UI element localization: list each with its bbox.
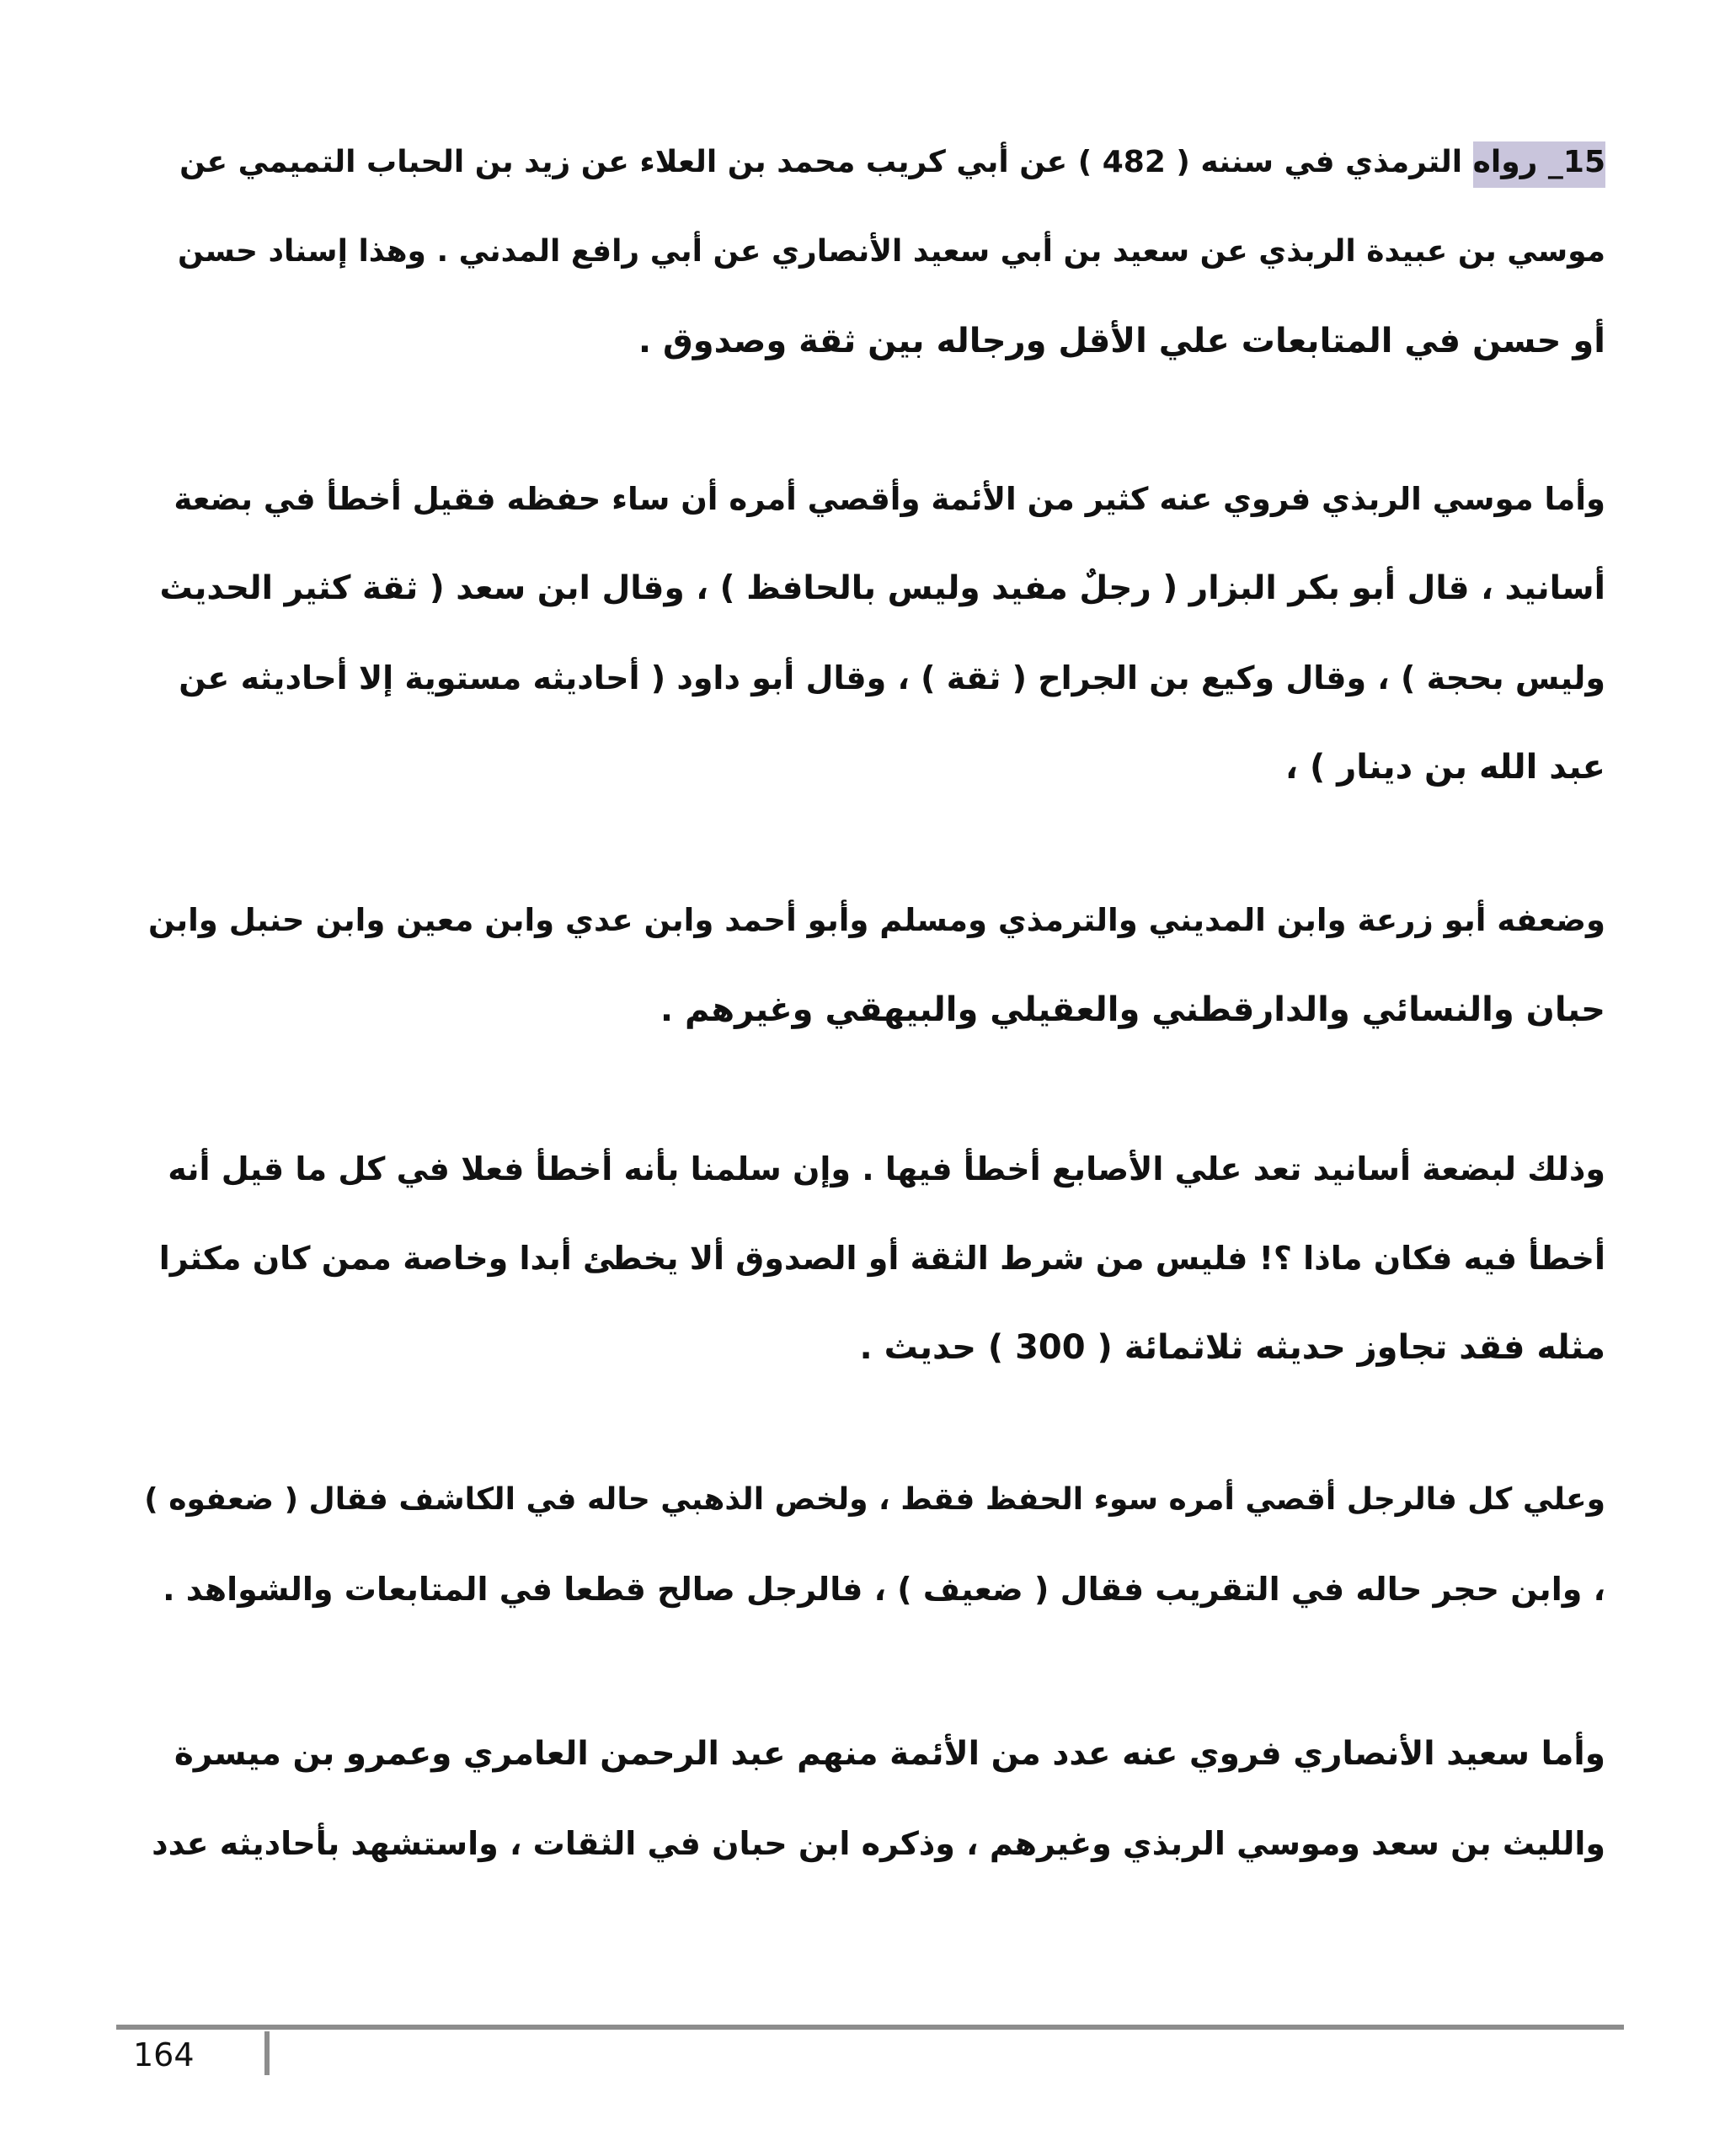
paragraph-line: وضعفه أبو زرعة وابن المديني والترمذي ومسلم وأبو أحمد وابن عدي وابن معين وابن حنبل وابن [147, 902, 1605, 938]
paragraph-line: وأما سعيد الأنصاري فروي عنه عدد من الأئمة منهم عبد الرحمن العامري وعمرو بن ميسرة [174, 1735, 1605, 1773]
paragraph-line: وعلي كل فالرجل أقصي أمره سوء الحفظ فقط ، ولخص الذهبي حاله في الكاشف فقال ( ضعفوه ) [144, 1482, 1605, 1517]
paragraph-line: حبان والنسائي والدارقطني والعقيلي والبيهقي وغيرهم . [660, 990, 1605, 1029]
line-text: الترمذي في سننه ( 482 ) عن أبي كريب محمد بن العلاء عن زيد بن الحباب التميمي عن [179, 145, 1473, 179]
paragraph-line: أو حسن في المتابعات علي الأقل ورجاله بين ثقة وصدوق . [638, 322, 1605, 360]
paragraph-line: وذلك لبضعة أسانيد تعد علي الأصابع أخطأ فيها . وإن سلمنا بأنه أخطأ فعلا في كل ما قيل أنه [168, 1150, 1605, 1187]
paragraph-line: وأما موسي الربذي فروي عنه كثير من الأئمة وأقصي أمره أن ساء حفظه فقيل أخطأ في بضعة [174, 481, 1605, 517]
paragraph-line: مثله فقد تجاوز حديثه ثلاثمائة ( 300 ) حديث . [859, 1328, 1605, 1367]
highlighted-text: 15_ رواه [1473, 141, 1605, 188]
paragraph-said-ansari [143, 1710, 1605, 1888]
paragraph-line: أسانيد ، قال أبو بكر البزار ( رجلٌ مفيد وليس بالحافظ ) ، وقال ابن سعد ( ثقة كثير الحديث [159, 569, 1605, 607]
paragraph-line: أخطأ فيه فكان ماذا ؟! فليس من شرط الثقة أو الصدوق ألا يخطئ أبدا وخاصة ممن كان مكثرا [158, 1240, 1605, 1277]
paragraph-line: ، وابن حجر حاله في التقريب فقال ( ضعيف ) ، فالرجل صالح قطعا في المتابعات والشواهد . [163, 1571, 1605, 1608]
paragraph-line: عبد الله بن دينار ) ، [1284, 748, 1605, 787]
paragraph-line [143, 118, 1605, 207]
footer-tick [264, 2031, 270, 2075]
paragraph-line: موسي بن عبيدة الربذي عن سعيد بن أبي سعيد الأنصاري عن أبي رافع المدني . وهذا إسناد حسن [177, 234, 1605, 269]
paragraph-conclusion [143, 1455, 1605, 1634]
paragraph-weakened-by [143, 876, 1605, 1054]
paragraph-musa-rabadhi [143, 455, 1605, 812]
footer-divider [116, 2025, 1624, 2030]
page-number: 164 [133, 2036, 195, 2073]
paragraph-hadith-15 [143, 118, 1605, 386]
paragraph-line: والليث بن سعد وموسي الربذي وغيرهم ، وذكره ابن حبان في الثقات ، واستشهد بأحاديثه عدد [152, 1825, 1605, 1862]
paragraph-line: وليس بحجة ) ، وقال وكيع بن الجراح ( ثقة ) ، وقال أبو داود ( أحاديثه مستوية إلا أحاديثه عن [179, 659, 1605, 696]
paragraph-errors [143, 1124, 1605, 1392]
